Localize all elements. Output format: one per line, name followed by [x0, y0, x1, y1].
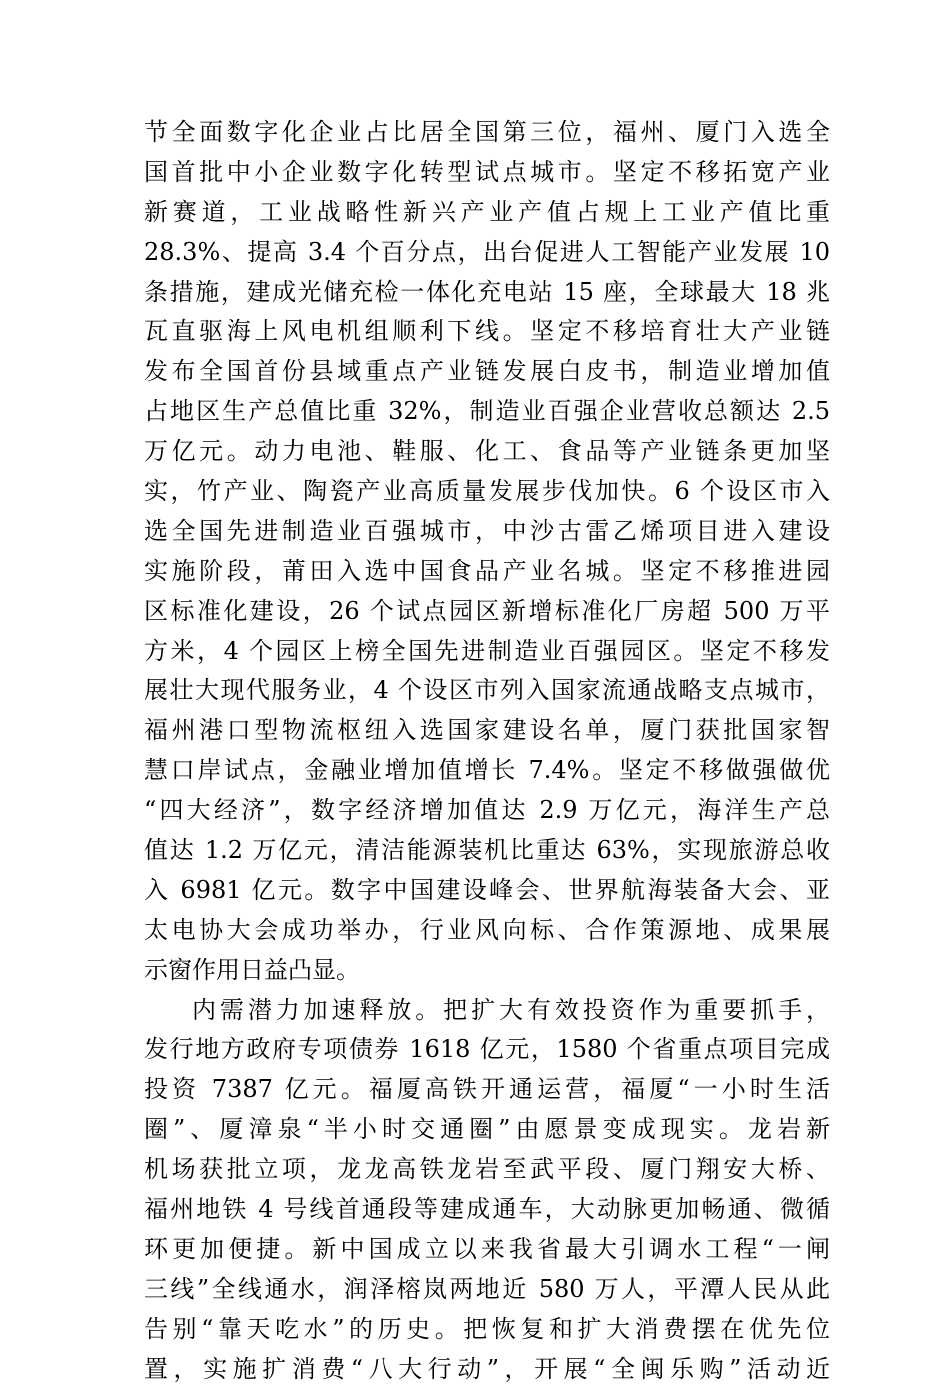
- text-line: 选全国先进制造业百强城市，中沙古雷乙烯项目进入建设: [144, 516, 830, 545]
- text-line: 方米，4 个园区上榜全国先进制造业百强园区。坚定不移发: [144, 636, 830, 665]
- text-line: 圈”、厦漳泉“半小时交通圈”由愿景变成现实。龙岩新: [144, 1115, 830, 1144]
- paragraph: [144, 113, 830, 991]
- text-line: 国首批中小企业数字化转型试点城市。坚定不移拓宽产业: [144, 157, 830, 186]
- text-line: 机场获批立项，龙龙高铁龙岩至武平段、厦门翔安大桥、: [144, 1155, 830, 1184]
- text-line: 福州港口型物流枢纽入选国家建设名单，厦门获批国家智: [144, 716, 830, 745]
- text-line: 实，竹产业、陶瓷产业高质量发展步伐加快。6 个设区市入: [144, 477, 830, 506]
- text-line: 环更加便捷。新中国成立以来我省最大引调水工程“一闸: [144, 1234, 830, 1263]
- text-line: 新赛道，工业战略性新兴产业产值占规上工业产值比重: [144, 197, 830, 226]
- text-line: 发布全国首份县域重点产业链发展白皮书，制造业增加值: [144, 357, 830, 386]
- text-line: 值达 1.2 万亿元，清洁能源装机比重达 63%，实现旅游总收: [144, 836, 830, 865]
- text-line: 三线”全线通水，润泽榕岚两地近 580 万人，平潭人民从此: [144, 1274, 830, 1303]
- text-line: 发行地方政府专项债券 1618 亿元，1580 个省重点项目完成: [144, 1035, 830, 1064]
- text-line: 投资 7387 亿元。福厦高铁开通运营，福厦“一小时生活: [144, 1075, 830, 1104]
- text-line: 条措施，建成光储充检一体化充电站 15 座，全球最大 18 兆: [144, 277, 830, 306]
- text-line: 实施阶段，莆田入选中国食品产业名城。坚定不移推进园: [144, 556, 830, 585]
- text-line: 太电协大会成功举办，行业风向标、合作策源地、成果展: [144, 915, 830, 944]
- text-line: “四大经济”，数字经济增加值达 2.9 万亿元，海洋生产总: [144, 796, 830, 825]
- document-body: [144, 113, 830, 1390]
- text-line: 节全面数字化企业占比居全国第三位，福州、厦门入选全: [144, 118, 830, 146]
- text-line: 区标准化建设，26 个试点园区新增标准化厂房超 500 万平: [144, 596, 830, 625]
- text-line: 占地区生产总值比重 32%，制造业百强企业营收总额达 2.5: [144, 397, 830, 426]
- text-line: 告别“靠天吃水”的历史。把恢复和扩大消费摆在优先位: [144, 1314, 830, 1343]
- text-line: 入 6981 亿元。数字中国建设峰会、世界航海装备大会、亚: [144, 875, 830, 904]
- text-line: 展壮大现代服务业，4 个设区市列入国家流通战略支点城市，: [144, 676, 830, 705]
- text-line: 慧口岸试点，金融业增加值增长 7.4%。坚定不移做强做优: [144, 756, 830, 785]
- text-line: 28.3%、提高 3.4 个百分点，出台促进人工智能产业发展 10: [144, 237, 830, 266]
- text-line: 内需潜力加速释放。把扩大有效投资作为重要抓手，: [192, 995, 830, 1024]
- text-line: 瓦直驱海上风电机组顺利下线。坚定不移培育壮大产业链: [144, 317, 830, 346]
- text-line: 示窗作用日益凸显。: [144, 955, 360, 984]
- text-line: 万亿元。动力电池、鞋服、化工、食品等产业链条更加坚: [144, 437, 830, 466]
- text-line: 福州地铁 4 号线首通段等建成通车，大动脉更加畅通、微循: [144, 1195, 830, 1224]
- paragraph: [144, 991, 830, 1390]
- text-line: 置，实施扩消费“八大行动”，开展“全闽乐购”活动近: [144, 1354, 830, 1383]
